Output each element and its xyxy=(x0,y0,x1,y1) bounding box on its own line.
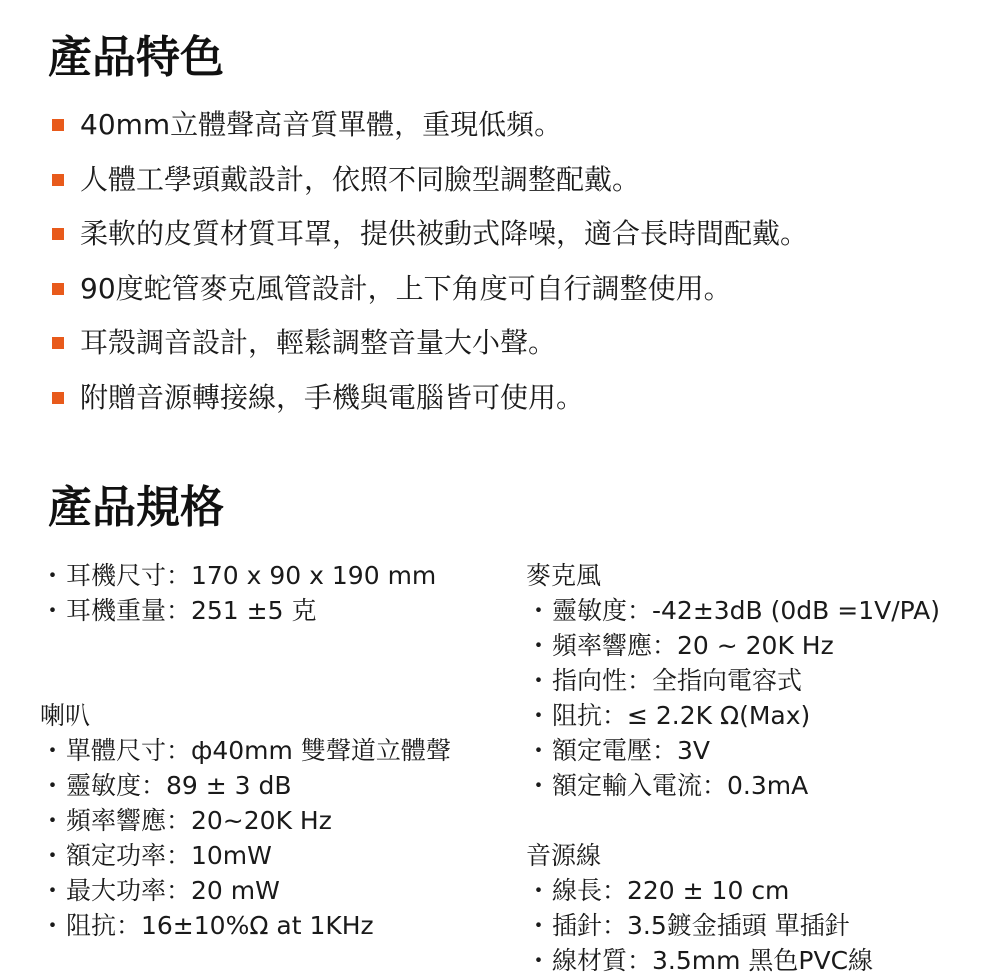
dot-bullet: ・ xyxy=(526,771,552,800)
headphone-weight: 耳機重量：251 ±5 克 xyxy=(66,596,317,625)
feature-text: 人體工學頭戴設計，依照不同臉型調整配戴。 xyxy=(80,162,641,196)
dot-bullet: ・ xyxy=(526,701,552,730)
features-list xyxy=(52,98,808,425)
dot-bullet: ・ xyxy=(526,911,552,940)
microphone-spec: 指向性：全指向電容式 xyxy=(552,666,803,695)
dot-bullet: ・ xyxy=(40,806,66,835)
dot-bullet: ・ xyxy=(40,596,66,625)
square-bullet-icon xyxy=(52,174,64,186)
microphone-spec: 額定電壓：3V xyxy=(552,736,711,765)
speaker-spec: 阻抗：16±10%Ω at 1KHz xyxy=(66,911,374,940)
dot-bullet: ・ xyxy=(526,946,552,975)
microphone-spec: 頻率響應：20 ~ 20K Hz xyxy=(552,631,834,660)
feature-item xyxy=(52,316,808,371)
spec-line xyxy=(526,873,940,908)
speaker-spec: 最大功率：20 mW xyxy=(66,876,280,905)
dot-bullet: ・ xyxy=(40,841,66,870)
spec-line xyxy=(526,628,940,663)
speaker-spec: 頻率響應：20~20K Hz xyxy=(66,806,332,835)
speaker-group-title: 喇叭 xyxy=(40,701,91,730)
square-bullet-icon xyxy=(52,283,64,295)
microphone-spec: 額定輸入電流：0.3mA xyxy=(552,771,809,800)
spec-line xyxy=(40,558,451,593)
dot-bullet: ・ xyxy=(40,736,66,765)
dot-bullet: ・ xyxy=(40,911,66,940)
dot-bullet: ・ xyxy=(526,596,552,625)
feature-text: 40mm立體聲高音質單體，重現低頻。 xyxy=(80,108,563,142)
spec-line xyxy=(40,803,451,838)
speaker-spec: 額定功率：10mW xyxy=(66,841,272,870)
dot-bullet: ・ xyxy=(526,876,552,905)
feature-text: 耳殼調音設計，輕鬆調整音量大小聲。 xyxy=(80,326,557,360)
speaker-spec: 單體尺寸：ф40mm 雙聲道立體聲 xyxy=(66,736,451,765)
spec-line xyxy=(526,908,940,943)
microphone-spec: 靈敏度：-42±3dB (0dB =1V/PA) xyxy=(552,596,940,625)
microphone-spec: 阻抗：≤ 2.2K Ω(Max) xyxy=(552,701,811,730)
features-heading: 產品特色 xyxy=(48,32,224,83)
spec-line xyxy=(526,943,940,978)
spec-line xyxy=(40,593,451,628)
feature-item xyxy=(52,98,808,153)
feature-item xyxy=(52,262,808,317)
speaker-spec: 靈敏度：89 ± 3 dB xyxy=(66,771,292,800)
cable-spec: 插針：3.5鍍金插頭 單插針 xyxy=(552,911,850,940)
cable-group-title: 音源線 xyxy=(526,841,602,870)
feature-text: 90度蛇管麥克風管設計，上下角度可自行調整使用。 xyxy=(80,271,732,305)
specs-heading: 產品規格 xyxy=(48,482,224,533)
dot-bullet: ・ xyxy=(40,771,66,800)
cable-spec: 線長：220 ± 10 cm xyxy=(552,876,790,905)
feature-item xyxy=(52,153,808,208)
square-bullet-icon xyxy=(52,119,64,131)
dot-bullet: ・ xyxy=(40,876,66,905)
spec-line xyxy=(40,908,451,943)
feature-item xyxy=(52,207,808,262)
spec-line xyxy=(40,873,451,908)
specs-right-column xyxy=(526,558,940,978)
spec-line xyxy=(526,768,940,803)
spec-line xyxy=(526,663,940,698)
square-bullet-icon xyxy=(52,392,64,404)
dot-bullet: ・ xyxy=(526,666,552,695)
square-bullet-icon xyxy=(52,337,64,349)
spec-line xyxy=(526,733,940,768)
square-bullet-icon xyxy=(52,228,64,240)
spec-line xyxy=(40,733,451,768)
spec-line xyxy=(526,593,940,628)
feature-text: 附贈音源轉接線，手機與電腦皆可使用。 xyxy=(80,380,585,414)
dot-bullet: ・ xyxy=(40,561,66,590)
feature-text: 柔軟的皮質材質耳罩，提供被動式降噪，適合長時間配戴。 xyxy=(80,217,809,251)
feature-item xyxy=(52,371,808,426)
cable-spec: 線材質：3.5mm 黑色PVC線 xyxy=(552,946,874,975)
dot-bullet: ・ xyxy=(526,736,552,765)
specs-left-column xyxy=(40,558,451,943)
headphone-size: 耳機尺寸：170 x 90 x 190 mm xyxy=(66,561,437,590)
dot-bullet: ・ xyxy=(526,631,552,660)
spec-line xyxy=(40,768,451,803)
spec-line xyxy=(526,698,940,733)
spec-line xyxy=(40,838,451,873)
microphone-group-title: 麥克風 xyxy=(526,561,602,590)
